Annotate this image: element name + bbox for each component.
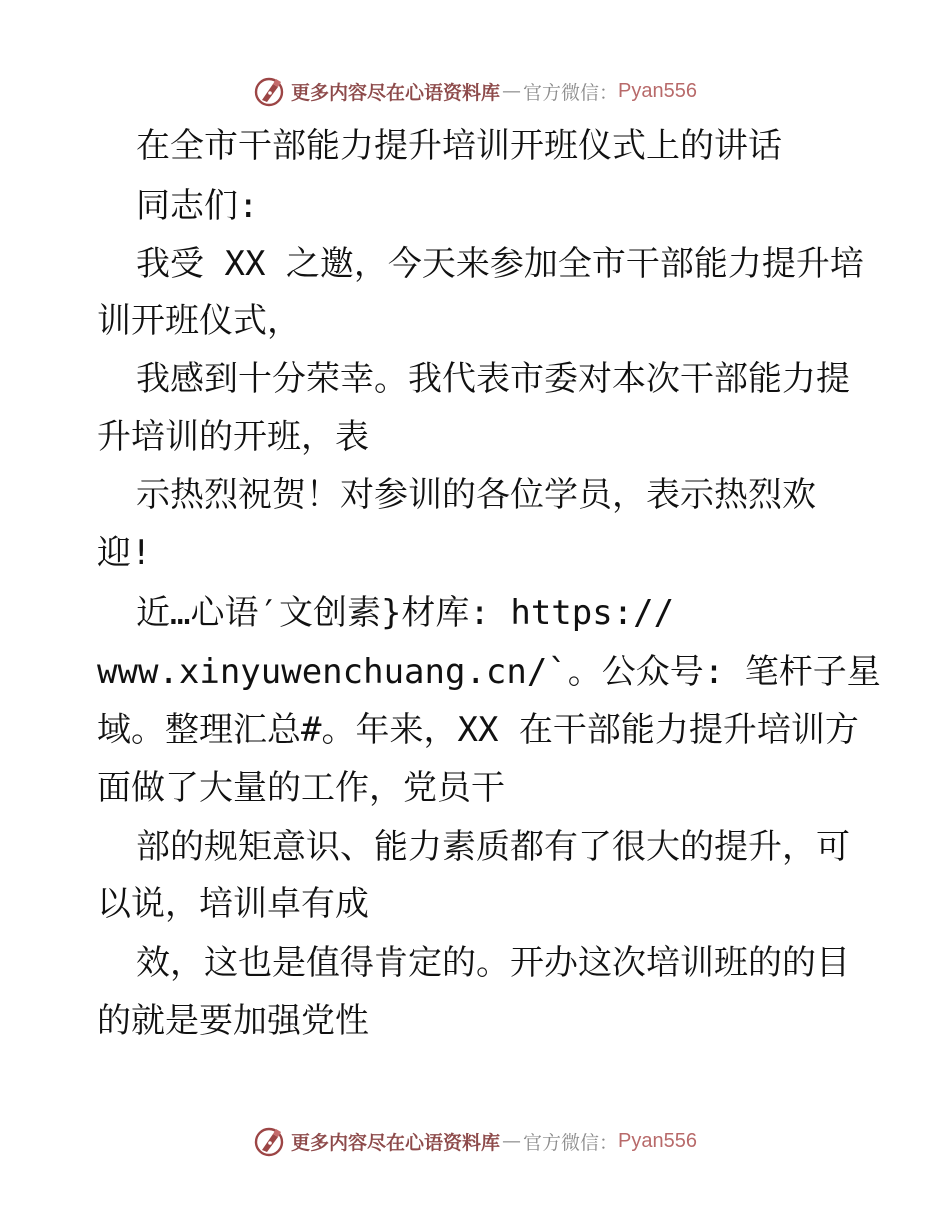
paragraph-line: 域。整理汇总#。年来，XX 在干部能力提升培训方 — [97, 710, 859, 750]
paragraph-line: 我感到十分荣幸。我代表市委对本次干部能力提 — [136, 359, 850, 399]
paragraph-line: 的就是要加强党性 — [97, 1001, 369, 1041]
paragraph-line: 训开班仪式， — [97, 301, 301, 341]
banner-wechat-id: Pyan556 — [618, 79, 697, 102]
banner-dash: — — [502, 80, 522, 102]
banner-wechat-label: 官方微信： — [523, 1131, 619, 1154]
paragraph-line: 部的规矩意识、能力素质都有了很大的提升，可 — [136, 827, 850, 867]
footer-banner — [0, 1119, 950, 1163]
paragraph-line: 面做了大量的工作，党员干 — [97, 768, 505, 808]
paragraph-line: www.xinyuwenchuang.cn/`。公众号: 笔杆子星 — [97, 652, 881, 692]
salutation: 同志们: — [136, 186, 259, 226]
document-title: 在全市干部能力提升培训开班仪式上的讲话 — [136, 126, 782, 166]
pen-nib-logo-icon — [253, 1125, 285, 1157]
banner-wechat-label: 官方微信： — [523, 81, 619, 104]
banner-text: 更多内容尽在心语资料库 — [291, 81, 501, 104]
paragraph-line: 我受 XX 之邀，今天来参加全市干部能力提升培 — [136, 244, 864, 284]
paragraph-line: 近…心语′文创素}材库: https:// — [136, 593, 675, 633]
paragraph-line: 效，这也是值得肯定的。开办这次培训班的的目 — [136, 943, 850, 983]
banner-wechat-id: Pyan556 — [618, 1129, 697, 1152]
paragraph-line: 以说，培训卓有成 — [97, 884, 369, 924]
paragraph-line: 迎! — [97, 533, 152, 573]
banner-text: 更多内容尽在心语资料库 — [291, 1131, 501, 1154]
banner-dash: — — [502, 1130, 522, 1152]
paragraph-line: 升培训的开班，表 — [97, 417, 369, 457]
paragraph-line: 示热烈祝贺！对参训的各位学员，表示热烈欢 — [136, 475, 816, 515]
